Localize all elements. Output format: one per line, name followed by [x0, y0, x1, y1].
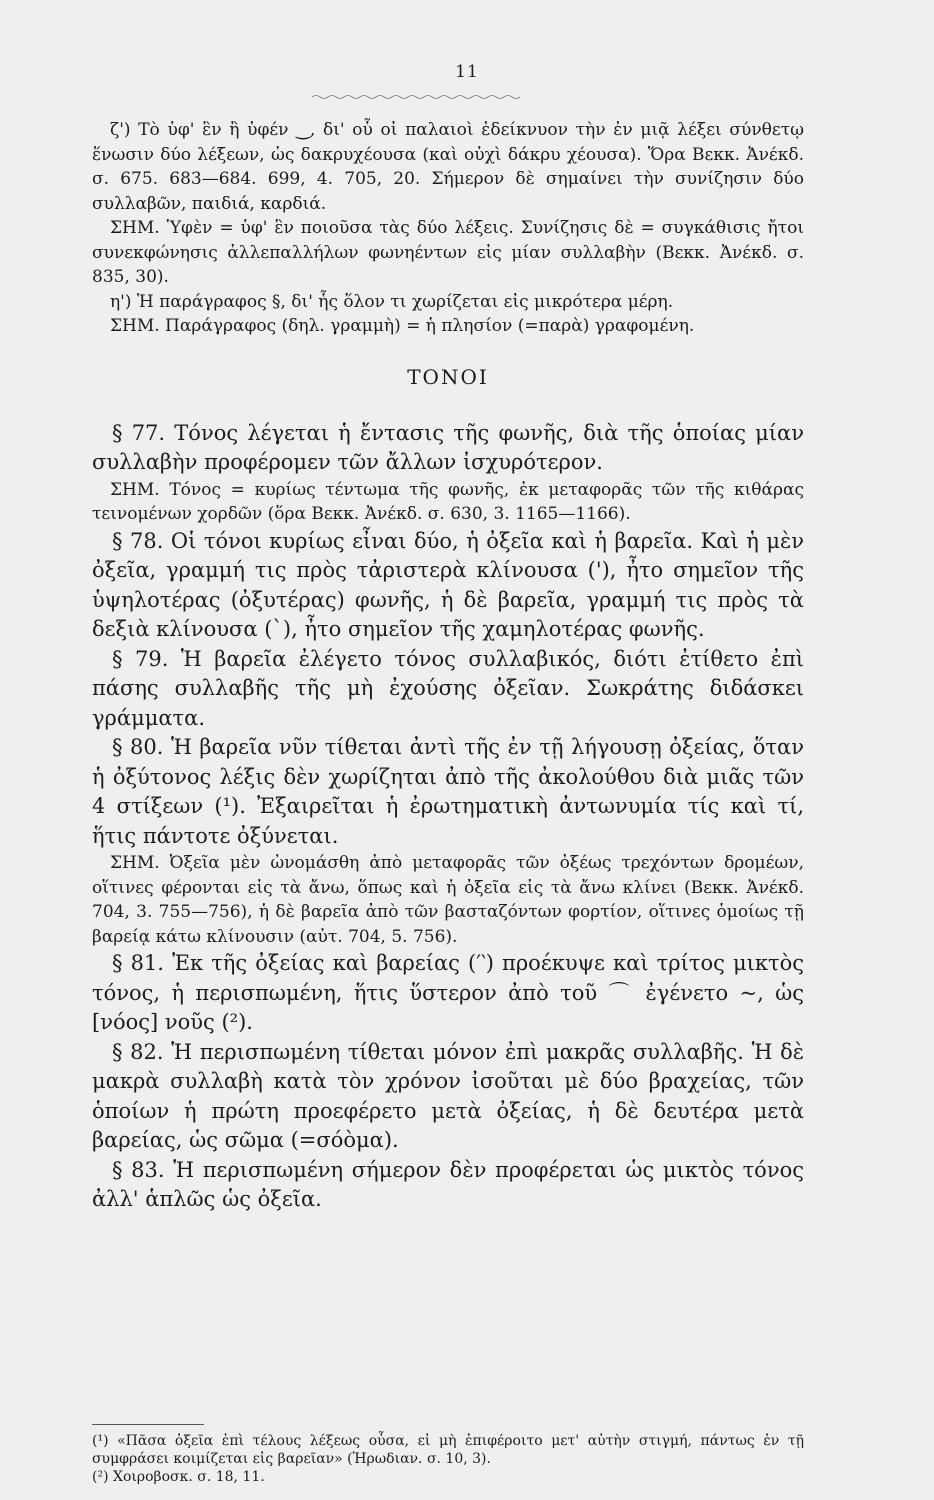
section-80: § 80. Ἡ βαρεῖα νῦν τίθεται ἀντὶ τῆς ἐν τῇ λήγουσῃ ὀξείας, ὅταν ἡ ὀξύτονος λέξις δὲν χωρίζηται ἀπὸ τῆς ἀκολούθου διὰ μιᾶς τῶν 4 στίξεων (¹). Ἐξαιρεῖται ἡ ἐρωτηματικὴ ἀντωνυμία τίς καὶ τί, ἥτις πάντοτε ὀξύνεται. — [92, 735, 804, 848]
section-heading: ΤΟΝΟΙ — [407, 364, 489, 389]
note-shm-syniseis: ΣΗΜ. Ὑφὲν = ὑφ' ἓν ποιοῦσα τὰς δύο λέξεις. Συνίζησις δὲ = συγκάθισις ἤτοι συνεκφώνησις ἀλλεπαλλήλων φωνηέντων εἰς μίαν συλλαβὴν (Βεκκ. Ἀνέκδ. σ. 835, 30). — [92, 218, 804, 287]
paragraph-zeta: ζ') Τὸ ὑφ' ἓν ἢ ὑφέν ‿, δι' οὗ οἱ παλαιοὶ ἐδείκνυον τὴν ἐν μιᾷ λέξει σύνθετῳ ἕνωσιν δύο λέξεων, ὡς δακρυχέουσα (καὶ οὐχὶ δάκρυ χέουσα). Ὅρα Βεκκ. Ἀνέκδ. σ. 675. 683—684. 699, 4. 705, 20. Σήμερον δὲ σημαίνει τὴν συνίζησιν δύο συλλαβῶν, παιδιά, καρδιά. — [92, 120, 804, 214]
wavy-rule-ornament — [312, 94, 524, 100]
note-shm-oxeia: ΣΗΜ. Ὀξεῖα μὲν ὠνομάσθη ἀπὸ μεταφορᾶς τῶν ὀξέως τρεχόντων δρομέων, οἵτινες φέρονται εἰς τὰ ἄνω, ὅπως καὶ ἡ ὀξεῖα εἰς τὰ ἄνω κλίνει (Βεκκ. Ἀνέκδ. 704, 3. 755—756), ἡ δὲ βαρεῖα ἀπὸ τῶν βασταζόντων φορτίον, οἵτινες ὁμοίως τῇ βαρείᾳ κάτω κλίνουσιν (αὐτ. 704, 5. 756). — [92, 853, 804, 947]
main-text — [92, 118, 804, 1215]
footnote-rule — [92, 1424, 204, 1425]
footnotes — [92, 1432, 804, 1486]
section-79: § 79. Ἡ βαρεῖα ἐλέγετο τόνος συλλαβικός, διότι ἐτίθετο ἐπὶ πάσης συλλαβῆς τῆς μὴ ἐχούσης ὀξεῖαν. Σωκράτης διδάσκει γράμματα. — [92, 646, 804, 730]
section-83: § 83. Ἡ περισπωμένη σήμερον δὲν προφέρεται ὡς μικτὸς τόνος ἀλλ' ἁπλῶς ὡς ὀξεῖα. — [92, 1157, 804, 1211]
section-77: § 77. Τόνος λέγεται ἡ ἔντασις τῆς φωνῆς, διὰ τῆς ὁποίας μίαν συλλαβὴν προφέρομεν τῶν ἄλλων ἰσχυρότερον. — [92, 420, 804, 474]
note-shm-paragraphos: ΣΗΜ. Παράγραφος (δηλ. γραμμὴ) = ἡ πλησίον (=παρὰ) γραφομένη. — [110, 316, 695, 336]
section-82: § 82. Ἡ περισπωμένη τίθεται μόνον ἐπὶ μακρᾶς συλλαβῆς. Ἡ δὲ μακρὰ συλλαβὴ κατὰ τὸν χρόνον ἰσοῦται μὲ δύο βραχείας, τῶν ὁποίων ἡ πρώτη προεφέρετο μετὰ ὀξείας, ἡ δὲ δευτέρα μετὰ βαρείας, ὡς σῶμα (=σόὸμα). — [92, 1039, 804, 1152]
footnote-1: (¹) «Πᾶσα ὀξεῖα ἐπὶ τέλους λέξεως οὖσα, εἰ μὴ ἐπιφέροιτο μετ' αὐτὴν στιγμή, πάντως ἐν τῇ συμφράσει κοιμίζεται εἰς βαρεῖαν» (Ἡρωδιαν. σ. 10, 3). — [92, 1433, 804, 1467]
footnote-2: (²) Χοιροβοσκ. σ. 18, 11. — [92, 1469, 265, 1485]
paragraph-eta: η') Ἡ παράγραφος §, δι' ἧς ὅλον τι χωρίζεται εἰς μικρότερα μέρη. — [110, 291, 674, 312]
page-number: 11 — [455, 62, 479, 82]
section-81: § 81. Ἐκ τῆς ὀξείας καὶ βαρείας (′‵) προέκυψε καὶ τρίτος μικτὸς τόνος, ἡ περισπωμένη, ἥτις ὕστερον ἀπὸ τοῦ ⌒ ἐγένετο ~, ὡς [νόος] νοῦς (²). — [92, 951, 804, 1034]
note-shm-tonos: ΣΗΜ. Τόνος = κυρίως τέντωμα τῆς φωνῆς, ἐκ μεταφορᾶς τῶν τῆς κιθάρας τεινομένων χορδῶν (ὅρα Βεκκ. Ἀνέκδ. σ. 630, 3. 1165—1166). — [92, 479, 804, 524]
section-78: § 78. Οἱ τόνοι κυρίως εἶναι δύο, ἡ ὀξεῖα καὶ ἡ βαρεῖα. Καὶ ἡ μὲν ὀξεῖα, γραμμή τις πρὸς τἀριστερὰ κλίνουσα ('), ἦτο σημεῖον τῆς ὑψηλοτέρας (ὀξυτέρας) φωνῆς, ἡ δὲ βαρεῖα, γραμμή τις πρὸς τὰ δεξιὰ κλίνουσα (`), ἦτο σημεῖον τῆς χαμηλοτέρας φωνῆς. — [92, 528, 804, 641]
